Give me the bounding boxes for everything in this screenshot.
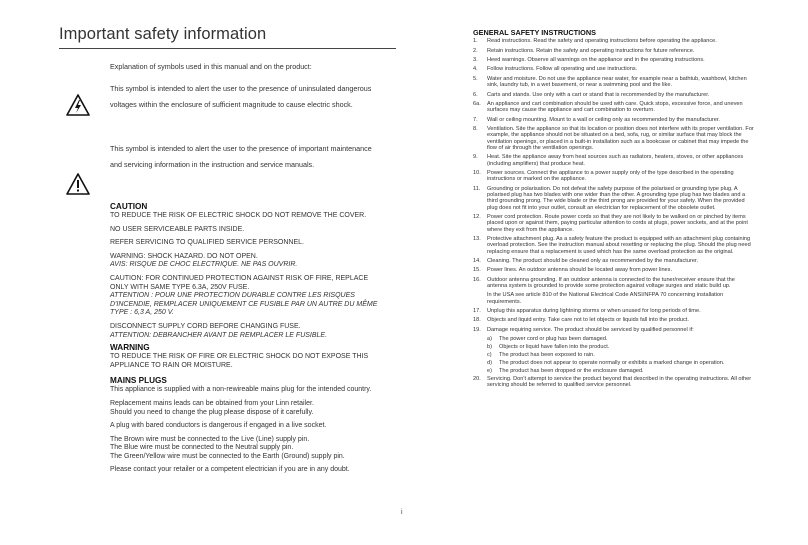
safety-subitem-text: Objects or liquid have fallen into the product.: [499, 344, 610, 351]
fuse-caution: CAUTION: FOR CONTINUED PROTECTION AGAINST RISK OF FIRE, REPLACE ONLY WITH SAME TYPE 6.3A, 250V FUSE.: [110, 274, 369, 291]
safety-item-text: Power sources. Connect the appliance to a power supply only of the type described in the operating instructions or marked on the appliance.: [487, 169, 734, 183]
safety-item: [473, 186, 756, 211]
safety-item-text: Power cord protection. Route power cords so that they are not likely to be walked on or pinched by items placed upon or against them, paying particular attention to cords at plugs, power sockets, and at the point where they exit from the appliance.: [487, 213, 748, 233]
safety-item: [473, 66, 756, 72]
safety-item: [473, 277, 756, 290]
safety-item-number: 17.: [473, 308, 481, 315]
safety-item-number: 13.: [473, 235, 481, 242]
mains-paragraph: Should you need to change the plug please dispose of it carefully.: [110, 408, 314, 416]
safety-item: [473, 101, 756, 114]
caution-heading: CAUTION: [110, 202, 148, 211]
safety-subitem-letter: a): [487, 336, 492, 343]
safety-item-number: 11.: [473, 185, 481, 192]
symbols-explanation: Explanation of symbols used in this manual and on the product:: [110, 62, 312, 71]
safety-item-number: 10.: [473, 169, 481, 176]
wire-instruction: The Green/Yellow wire must be connected to the Earth (Ground) supply pin.: [110, 452, 345, 460]
mains-paragraph: Please contact your retailer or a competent electrician if you are in any doubt.: [110, 466, 350, 474]
general-safety-instructions: [473, 30, 756, 391]
mains-plugs-heading: MAINS PLUGS: [110, 376, 167, 386]
safety-item: [473, 92, 756, 98]
safety-item: [473, 76, 756, 89]
mains-paragraph: This appliance is supplied with a non-rewireable mains plug for the intended country.: [110, 386, 372, 394]
safety-subitem-text: The product has been exposed to rain.: [499, 352, 595, 359]
safety-item: [473, 236, 756, 255]
safety-item-text: Unplug this apparatus during lightning storms or when unused for long periods of time.: [487, 308, 701, 315]
safety-item-text: Grounding or polarisation. Do not defeat the safety purpose of the polarised or grounding type plug. A polarised plug has two blades with one wider than the other. A grounding type plug has two blades and a third grounding prong. The wide blade or the third prong are provided for your safety. When the provided plug does not fit into your outlet, consult an electrician for replacement of the obsolete outlet.: [487, 185, 746, 211]
safety-item-text: Outdoor antenna grounding. If an outdoor antenna is connected to the tuner/receiver ensure that the antenna system is grounded to provide some protection against voltage surges and static build up.: [487, 276, 735, 289]
safety-item-text: Damage requiring service. The product should be serviced by qualified personnel if:: [487, 326, 694, 333]
wire-instruction: The Brown wire must be connected to the Live (Line) supply pin.: [110, 435, 310, 443]
safety-item-text: Retain instructions. Retain the safety and operating instructions for future reference.: [487, 47, 695, 54]
safety-item-number: 14.: [473, 257, 481, 264]
mains-paragraph: A plug with bared conductors is dangerous if engaged in a live socket.: [110, 422, 327, 430]
safety-item-note: In the USA see article 810 of the National Electrical Code ANSI/NFPA 70 concerning installation requirements.: [487, 292, 724, 305]
caution-line: REFER SERVICING TO QUALIFIED SERVICE PERSONNEL.: [110, 239, 304, 247]
safety-item-number: 6a.: [473, 100, 481, 107]
safety-item: [473, 154, 756, 167]
safety-item-number: 3.: [473, 57, 478, 64]
safety-item-number: 19.: [473, 326, 481, 333]
safety-item-number: 4.: [473, 66, 478, 73]
safety-item: [473, 308, 756, 314]
safety-item: [473, 267, 756, 273]
lightning-warning-icon: [66, 94, 90, 116]
warning-heading: WARNING: [110, 343, 150, 353]
warning-text: TO REDUCE THE RISK OF FIRE OR ELECTRIC SHOCK DO NOT EXPOSE THIS APPLIANCE TO RAIN OR MOISTURE.: [110, 353, 369, 369]
safety-item-number: 20.: [473, 375, 481, 382]
safety-item-number: 1.: [473, 38, 478, 45]
safety-subitem: [487, 360, 756, 366]
safety-subitem-text: The power cord or plug has been damaged.: [499, 336, 608, 343]
safety-instructions-heading: GENERAL SAFETY INSTRUCTIONS: [473, 28, 596, 37]
safety-subitem: [487, 352, 756, 358]
safety-item-text: Servicing. Don't attempt to service the product beyond that described in the operating instructions. All other servicing should be referred to qualified service personnel.: [487, 375, 752, 388]
safety-item-text: Follow instructions. Follow all operating and use instructions.: [487, 66, 638, 73]
fuse-caution-fr: ATTENTION : POUR UNE PROTECTION DURABLE CONTRE LES RISQUES D'INCENDIE, REMPLACER UNIQUEMENT CE FUSIBLE PAR UN AUTRE DU MÊME TYPE : 6,3 A, 250 V.: [110, 292, 378, 317]
safety-item: [473, 327, 756, 333]
safety-item-number: 2.: [473, 47, 478, 54]
page-title: Important safety information: [59, 25, 267, 43]
safety-item-text: Wall or ceiling mounting. Mount to a wall or ceiling only as recommended by the manufacturer.: [487, 116, 720, 123]
safety-item-text: Water and moisture. Do not use the appliance near water, for example near a bathtub, washbowl, kitchen sink, laundry tub, in a wet basement, or near a swimming pool and the like.: [487, 75, 747, 89]
disconnect-notice: DISCONNECT SUPPLY CORD BEFORE CHANGING FUSE.: [110, 322, 301, 330]
exclamation-warning-icon: [66, 173, 90, 195]
safety-subitem-text: The product has been dropped or the enclosure damaged.: [499, 367, 644, 374]
title-rule: [59, 48, 396, 49]
shock-warning-fr: AVIS: RISQUE DE CHOC ELECTRIQUE. NE PAS OUVRIR.: [110, 261, 298, 269]
mains-paragraph: Replacement mains leads can be obtained from your Linn retailer.: [110, 399, 314, 407]
wire-instruction: The Blue wire must be connected to the Neutral supply pin.: [110, 444, 294, 452]
safety-item-number: 6.: [473, 91, 478, 98]
safety-subitem-letter: e): [487, 367, 492, 374]
safety-item-number: 9.: [473, 154, 478, 161]
safety-item-number: 18.: [473, 317, 481, 324]
safety-item-text: Heat. Site the appliance away from heat sources such as radiators, heaters, stoves, or other appliances (including amplifiers) that produce heat.: [487, 154, 744, 167]
safety-item-text: Ventilation. Site the appliance so that its location or position does not interfere with its proper ventilation. For example, the appliance should not be situated on a bed, sofa, rug, or similar surface that may block the ventilation openings, or placed in a built-in installation such as a bookcase or cabinet that may impede the flow of air through the ventilation openings.: [487, 126, 754, 151]
safety-item-text: Power lines. An outdoor antenna should be located away from power lines.: [487, 267, 673, 274]
disconnect-notice-fr: ATTENTION: DEBRANCHER AVANT DE REMPLACER LE FUSIBLE.: [110, 331, 328, 339]
safety-item-text: An appliance and cart combination should be used with care. Quick stops, excessive force, and uneven surfaces may cause the appliance and cart combination to overturn.: [487, 100, 743, 114]
symbol-exclamation-text: This symbol is intended to alert the user to the presence of important maintenance and servicing information in the instruction and service manuals.: [110, 144, 372, 170]
safety-item: [473, 117, 756, 123]
safety-item-text: Read instructions. Read the safety and operating instructions before operating the appliance.: [487, 38, 717, 45]
safety-item-number: 5.: [473, 75, 478, 82]
safety-subitem-text: The product does not appear to operate normally or exhibits a marked change in operation.: [499, 359, 725, 366]
shock-warning: WARNING: SHOCK HAZARD. DO NOT OPEN.: [110, 252, 258, 260]
safety-item: [473, 170, 756, 183]
safety-subitem-letter: b): [487, 344, 492, 351]
safety-item: [473, 48, 756, 54]
safety-item-number: 12.: [473, 213, 481, 220]
safety-instructions-list: [473, 38, 756, 388]
safety-item: [473, 57, 756, 63]
safety-item-text: Heed warnings. Observe all warnings on the appliance and in the operating instructions.: [487, 57, 705, 64]
safety-item: [473, 126, 756, 151]
safety-item-number: 8.: [473, 126, 478, 133]
safety-item-number: 7.: [473, 116, 478, 123]
safety-item: [473, 317, 756, 323]
safety-item-text: Objects and liquid entry. Take care not to let objects or liquids fall into the product.: [487, 317, 689, 324]
safety-subitem-letter: c): [487, 352, 492, 359]
page-number: i: [401, 509, 403, 516]
safety-item-number: 16.: [473, 276, 481, 283]
symbol-lightning-text: This symbol is intended to alert the user to the presence of uninsulated dangerous voltages within the enclosure of sufficient magnitude to cause electric shock.: [110, 84, 372, 110]
safety-subitem: [487, 368, 756, 374]
safety-subitem: [487, 336, 756, 342]
safety-item: [473, 258, 756, 264]
safety-item: [473, 214, 756, 233]
safety-item-text: Carts and stands. Use only with a cart or stand that is recommended by the manufacturer.: [487, 91, 710, 98]
safety-item-text: Cleaning. The product should be cleaned only as recommended by the manufacturer.: [487, 257, 699, 264]
safety-item: [473, 376, 756, 389]
caution-line: TO REDUCE THE RISK OF ELECTRIC SHOCK DO NOT REMOVE THE COVER.: [110, 212, 367, 219]
caution-section: [110, 202, 388, 475]
safety-subitem-letter: d): [487, 359, 492, 366]
safety-item-number: 15.: [473, 267, 481, 274]
caution-line: NO USER SERVICEABLE PARTS INSIDE.: [110, 225, 245, 233]
safety-item: [473, 38, 756, 44]
safety-subitem: [487, 344, 756, 350]
safety-item-text: Protective attachment plug. As a safety feature the product is equipped with an attachment plug containing overload protection. See the instruction manual about resetting or replacing the plug. Should the plug need replacing ensure that a replacement is used which has the same overload protection as the original.: [487, 235, 751, 255]
